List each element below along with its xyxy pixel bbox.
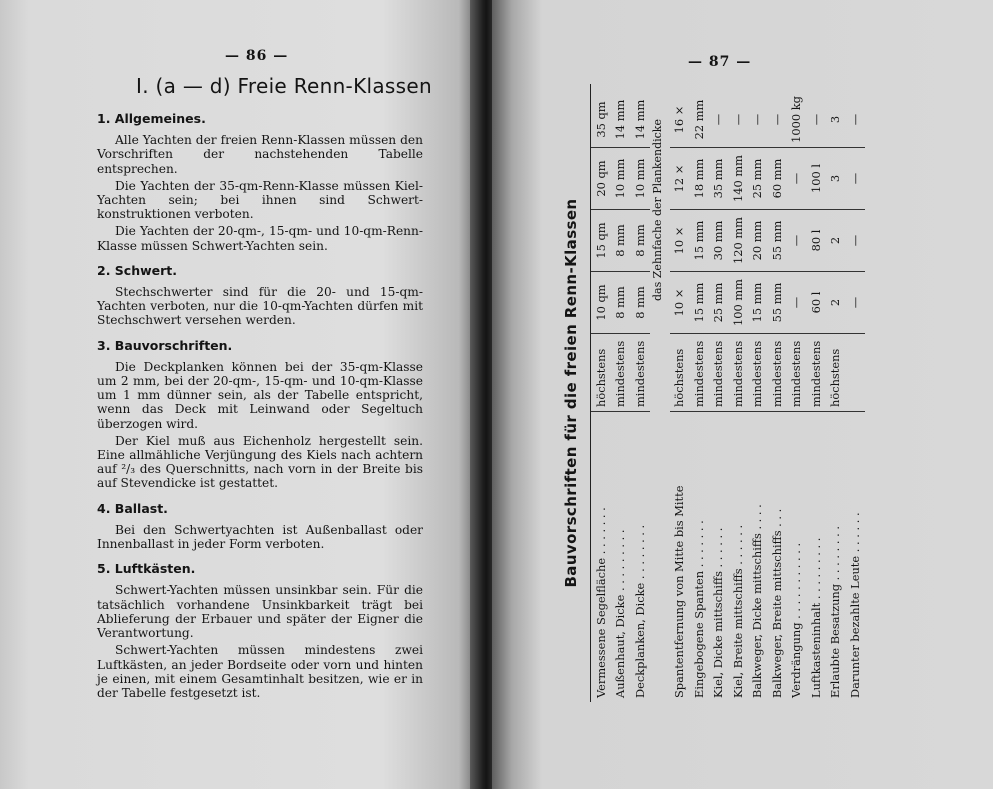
table-row [767,84,787,702]
table-cell: — [845,272,865,334]
paragraph: Die Yachten der 35-qm-Renn-Klasse müssen Kiel-Yachten sein; bei ihnen sind Schwert-konstruktionen verboten. [97,178,423,222]
table-cell: — [787,148,807,210]
table-row-qualifier: mindestens [611,334,631,412]
table-cell: — [787,210,807,272]
table-cell: 2 [826,210,846,272]
table-row-label: Außenhaut, Dicke . . . . . . . . . [613,529,628,698]
paragraph: Schwert-Yachten müssen mindestens zwei Luftkästen, an jeder Bordseite oder vorn und hinten je einen, mit einem Gesamtinhalt besitzen, wie er in der Tabelle festgesetzt ist. [97,643,423,700]
table-cell: — [709,92,729,148]
section-schwert [97,264,423,328]
chapter-title: I. (a — d) Freie Renn-Klassen [136,74,432,98]
paragraph: Stechschwerter sind für die 20- und 15-qm-Yachten verboten, nur die 10-qm-Yachten dürfen mit Stechschwert versehen werden. [97,285,423,328]
table-note-row [650,84,666,702]
table-cell: 10 mm [611,148,631,210]
table-cell: — [787,272,807,334]
paragraph: Die Deckplanken können bei der 35-qm-Klasse um 2 mm, bei der 20-qm-, 15-qm- und 10-qm-Klasse um 1 mm dünner sein, als der Tabelle entspricht, wenn das Deck mit Leinwand oder Segeltuch überzogen wird. [97,359,423,431]
table-cell: 25 mm [709,272,729,334]
table-cell: 8 mm [611,210,631,272]
table-row-label: Balkweger, Breite mittschiffs . . . [769,508,784,698]
table-cell: 55 mm [767,272,787,334]
table-cell: 35 qm [591,92,611,148]
left-body [97,112,423,711]
table-cell: 140 mm [728,148,748,210]
table-cell: — [845,92,865,148]
table-row-label: Balkweger, Dicke mittschiffs . . . . [750,504,765,698]
table-cell: 60 mm [767,148,787,210]
table-row [826,84,846,702]
table-cell: 20 mm [748,210,768,272]
table-row-qualifier: höchstens [826,334,846,412]
table-cell: 120 mm [728,210,748,272]
table-cell: 10 × [670,272,690,334]
table-row [689,84,709,702]
table-row [845,84,865,702]
table-cell: 1000 kg [787,92,807,148]
section-heading: 4. Ballast. [97,500,168,516]
page-number-left: — 86 — [225,48,289,64]
table-row [787,84,807,702]
section-heading: 2. Schwert. [97,262,178,278]
left-page [0,0,478,789]
table-cell: 15 mm [689,272,709,334]
paragraph: Der Kiel muß aus Eichenholz hergestellt sein. Eine allmähliche Verjüngung des Kiels nach achtern auf ²/₃ des Querschnitts, nach vorn in der Breite bis auf Stevendicke ist gestattet. [97,433,423,491]
construction-rules-table [590,84,865,702]
table-cell: — [845,210,865,272]
paragraph: Schwert-Yachten müssen unsinkbar sein. Für die tatsächlich vorhandene Unsinkbarkeit trägt bei Ablieferung der Erbauer und später der Eigner die Verantwortung. [97,583,423,641]
table-cell: 14 mm [611,92,631,148]
table-cell: — [748,92,768,148]
table-row [630,84,650,702]
table-cell: 22 mm [689,92,709,148]
table-row-label: Vermessene Segelfläche . . . . . . . [593,507,608,698]
section-heading: 1. Allgemeines. [97,111,206,126]
table-cell: 14 mm [630,92,650,148]
section-allgemeines [97,112,423,253]
table-row-label: Spantentfernung von Mitte bis Mitte [672,485,687,698]
table-cell: 55 mm [767,210,787,272]
table-cell: 35 mm [709,148,729,210]
paragraph: Die Yachten der 20-qm-, 15-qm- und 10-qm-Renn-Klasse müssen Schwert-Yachten sein. [97,224,423,253]
section-heading: 5. Luftkästen. [97,561,196,577]
table-row-qualifier: mindestens [748,334,768,412]
table-cell: 25 mm [748,148,768,210]
page-number-right: — 87 — [688,54,752,70]
table-cell: 2 [826,272,846,334]
table-cell: 15 qm [591,210,611,272]
table-row-qualifier: mindestens [787,334,807,412]
table-row-qualifier: mindestens [689,334,709,412]
table-row-qualifier: mindestens [630,334,650,412]
table-cell: 15 mm [748,272,768,334]
table-row-label: Eingebogene Spanten . . . . . . . [691,520,706,698]
table-row-label: Kiel, Dicke mittschiffs . . . . . . [711,527,726,698]
table-row-qualifier: höchstens [670,334,690,412]
table-row-qualifier: mindestens [728,334,748,412]
table-row-label: Kiel, Breite mittschiffs . . . . . . [730,524,745,698]
table-row-qualifier: mindestens [709,334,729,412]
section-luftkaesten [97,562,423,700]
table-row-qualifier: mindestens [806,334,826,412]
table-cell: — [767,92,787,148]
paragraph: Alle Yachten der freien Renn-Klassen müssen den Vorschriften der nachstehenden Tabelle entsprechen. [97,133,423,176]
table-cell: 12 × [670,148,690,210]
table-cell: — [728,92,748,148]
table-cell: 100 l [806,148,826,210]
table-row [748,84,768,702]
table-row-qualifier: mindestens [767,334,787,412]
paragraph: Bei den Schwertyachten ist Außenballast oder Innenballast in jeder Form verboten. [97,522,423,552]
table-row [806,84,826,702]
rotated-table-block [562,84,862,702]
table-cell: 8 mm [630,272,650,334]
table-cell: 16 × [670,92,690,148]
table-cell: 10 mm [630,148,650,210]
table-cell: — [845,148,865,210]
table-cell: — [806,92,826,148]
table-cell: 20 qm [591,148,611,210]
table-row [709,84,729,702]
section-bauvorschriften [97,339,423,491]
table-row-label: Deckplanken, Dicke . . . . . . . . [632,524,647,698]
table-row-qualifier: höchstens [591,334,611,412]
table-cell: 60 l [806,272,826,334]
table-cell: 8 mm [630,210,650,272]
table-row-label: Verdrängung . . . . . . . . . . . [789,542,804,698]
section-heading: 3. Bauvorschriften. [97,337,233,353]
table-cell: 100 mm [728,272,748,334]
table-note: das Zehnfache der Plankendicke [651,119,664,301]
table-row-label: Darunter bezahlte Leute . . . . . . [847,512,862,698]
section-ballast [97,502,423,552]
table-row-label: Luftkasteninhalt . . . . . . . . . [808,537,823,698]
table-cell: 10 × [670,210,690,272]
table-title: Bauvorschriften für die freien Renn-Klassen [562,198,580,588]
table-cell: 15 mm [689,210,709,272]
table-cell: 18 mm [689,148,709,210]
table-cell: 3 [826,148,846,210]
table-cell: 80 l [806,210,826,272]
table-cell: 10 qm [591,272,611,334]
table-row [670,84,690,702]
table-row-label: Erlaubte Besatzung . . . . . . . . [828,526,843,698]
table-row-qualifier [845,334,865,412]
table-cell: 30 mm [709,210,729,272]
table-row [728,84,748,702]
table-row [591,84,611,702]
table-cell: 3 [826,92,846,148]
table-cell: 8 mm [611,272,631,334]
table-row [611,84,631,702]
